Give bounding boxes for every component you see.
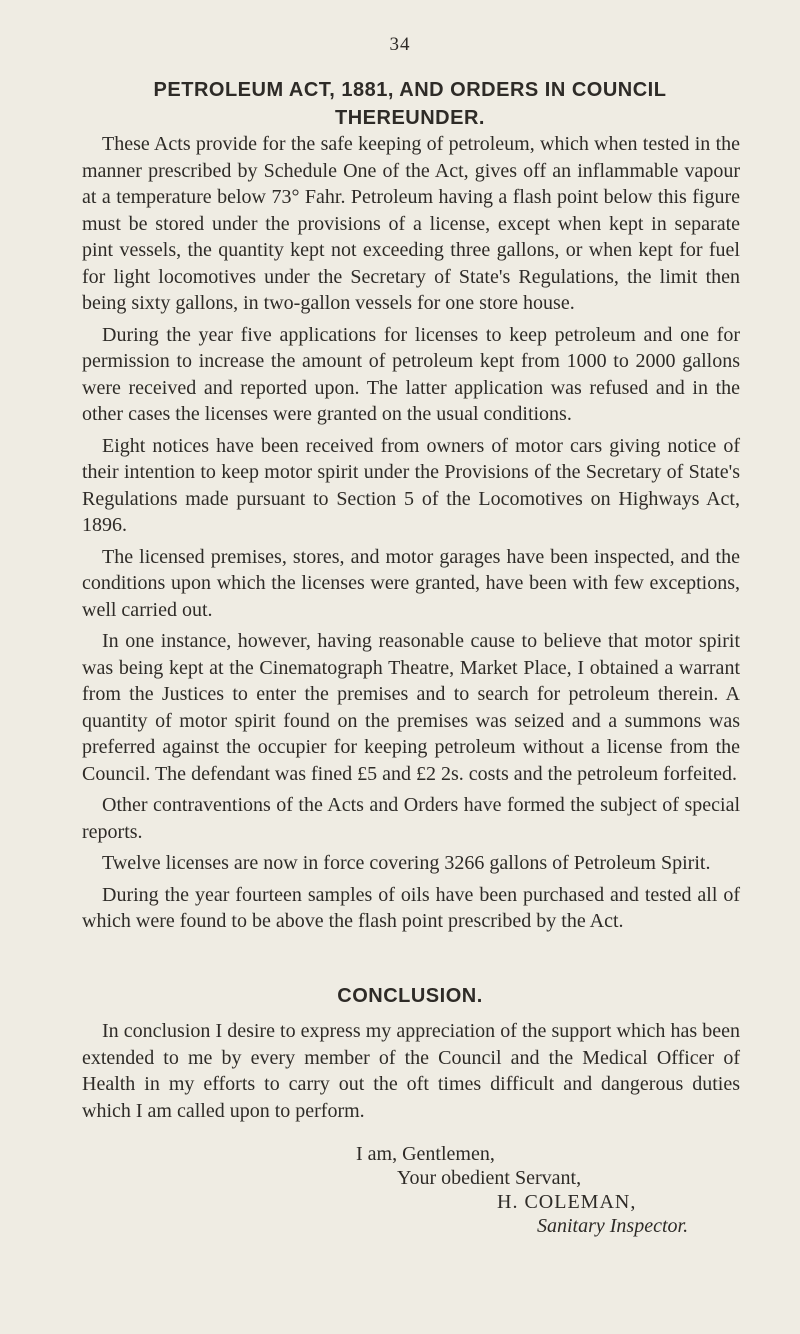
paragraph-5: In one instance, however, having reasonable cause to believe that motor spirit was being kept at the Cinematograph Theatre, Market Place, I obtained a warrant from the Justices to enter the premises and to search for petroleum therein. A quantity of motor spirit found on the premises was seized and a summons was preferred against the occupier for keeping petroleum without a license from the Council. The defendant was fined £5 and £2 2s. costs and the petroleum forfeited. bbox=[82, 630, 740, 785]
paragraph-7: Twelve licenses are now in force covering 3266 gallons of Petroleum Spirit. bbox=[102, 852, 711, 874]
paragraph-8: During the year fourteen samples of oils have been purchased and tested all of which were found to be above the flash point prescribed by the Act. bbox=[82, 883, 740, 932]
conclusion-paragraph: In conclusion I desire to express my appreciation of the support which has been extended to me by every member of the Council and the Medical Officer of Health in my efforts to carry out the oft times difficult and dangerous duties which I am called upon to perform. bbox=[82, 1020, 740, 1122]
section-heading: PETROLEUM ACT, 1881, AND ORDERS IN COUNCIL THEREUNDER. bbox=[153, 79, 667, 129]
conclusion-body bbox=[82, 1018, 740, 1129]
signature-greeting: I am, Gentlemen, bbox=[356, 1143, 495, 1165]
paragraph-2: During the year five applications for licenses to keep petroleum and one for permission to increase the amount of petroleum kept from 1000 to 2000 gallons were received and reported upon. The latter application was refused and in the other cases the licenses were granted on the usual conditions. bbox=[82, 323, 740, 425]
paragraph-6: Other contraventions of the Acts and Orders have formed the subject of special reports. bbox=[82, 794, 740, 843]
page-number: 34 bbox=[389, 34, 411, 55]
paragraph-1: These Acts provide for the safe keeping of petroleum, which when tested in the manner prescribed by Schedule One of the Act, gives off an inflammable vapour at a temperature below 73° Fahr. Petroleum having a flash point below this figure must be stored under the provisions of a license, except when kept in separate pint vessels, the quantity kept not exceeding three gallons, or when kept for fuel for light locomotives under the Secretary of State's Regulations, the limit then being sixty gallons, in two-gallon vessels for one store house. bbox=[82, 133, 740, 314]
paragraph-4: The licensed premises, stores, and motor garages have been inspected, and the conditions upon which the licenses were granted, have been with few exceptions, well carried out. bbox=[82, 545, 740, 621]
paragraph-3: Eight notices have been received from owners of motor cars giving notice of their intention to keep motor spirit under the Provisions of the Secretary of State's Regulations made pursuant to Section 5 of the Locomotives on Highways Act, 1896. bbox=[82, 434, 740, 536]
petroleum-section-body bbox=[82, 131, 740, 940]
signature-title: Sanitary Inspector. bbox=[537, 1215, 689, 1237]
conclusion-heading: CONCLUSION. bbox=[337, 985, 483, 1007]
signature-name: H. COLEMAN, bbox=[497, 1191, 637, 1213]
signature-closing: Your obedient Servant, bbox=[397, 1167, 582, 1189]
